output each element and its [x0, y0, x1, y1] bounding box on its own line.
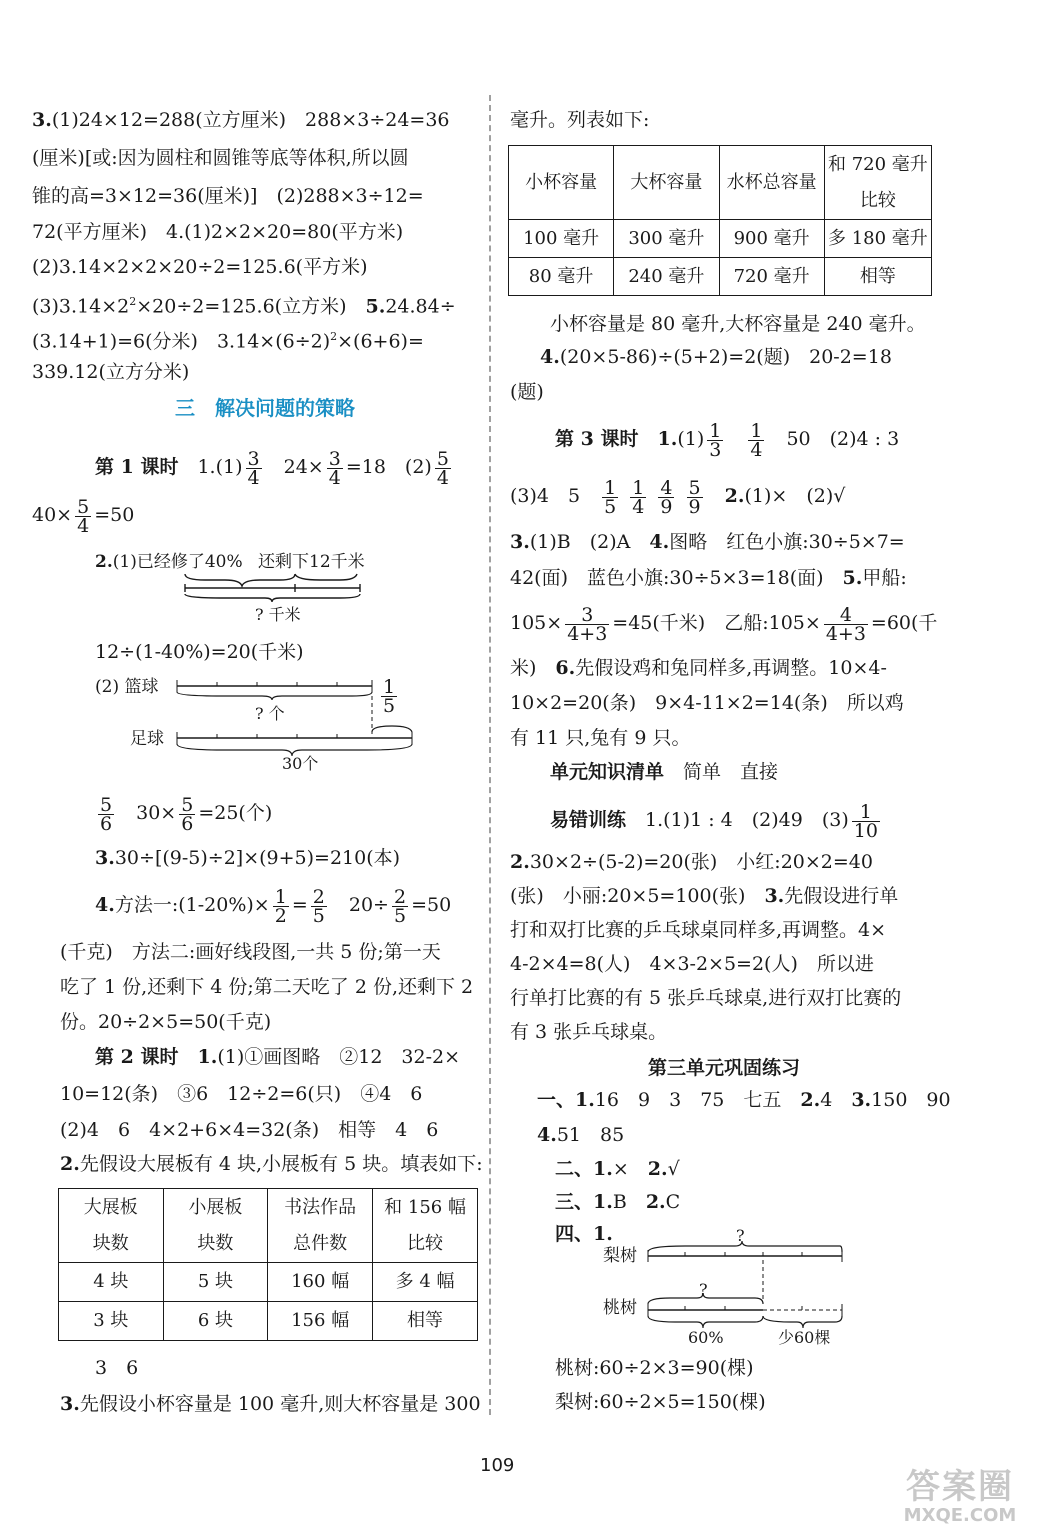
- line: 份。20÷2×5=50(千克): [60, 1011, 272, 1033]
- line: (千克) 方法二:画好线段图,一共 5 份;第一天: [60, 941, 441, 963]
- table-header: 和 156 幅 比较: [373, 1189, 478, 1263]
- line: 10×2=20(条) 9×4-11×2=14(条) 所以鸡: [510, 692, 904, 714]
- table-header: 大杯容量: [614, 146, 719, 220]
- table-row: 80 毫升 240 毫升 720 毫升 相等: [509, 258, 932, 296]
- line: 米) 6.先假设鸡和兔同样多,再调整。10×4-: [510, 657, 887, 679]
- fraction-one-fifth: $\frac{1}{5}$: [383, 676, 396, 717]
- line: 小杯容量是 80 毫升,大杯容量是 240 毫升。: [550, 313, 926, 335]
- unit-title: 第三单元巩固练习: [648, 1057, 801, 1079]
- line: (厘米)[或:因为圆柱和圆锥等底等体积,所以圆: [32, 147, 409, 169]
- unknown-count: ? 个: [255, 704, 285, 723]
- fraction: $\frac{5}{4}$: [436, 447, 449, 489]
- line: (题): [510, 381, 544, 403]
- line: 42(面) 蓝色小旗:30÷5×3=18(面) 5.甲船:: [510, 567, 907, 589]
- line: (3.14+1)=6(分米) $3.14\times(6\div 2)^2\times(6+6)=$: [32, 330, 424, 353]
- unit-summary: 单元知识清单 简单 直接: [550, 761, 779, 783]
- lesson-3-line: 第 3 课时 1.(1) $\frac{1}{3}$ $\frac{1}{4}$ 50 (2)4 : 3: [555, 419, 900, 461]
- lesson-1-line: 第 1 课时 1.(1) $\frac{3}{4}$ 24× $\frac{3}{4}$ =18 (2) $\frac{5}{4}$: [95, 447, 449, 489]
- pear-qmark: ?: [736, 1226, 745, 1245]
- peach-label: 桃树: [603, 1298, 637, 1318]
- lesson-3-line-2: (3)4 5 $\frac{1}{5}$ $\frac{1}{4}$ $\frac{4}{9}$ $\frac{5}{9}$ 2.(1)× (2)√: [510, 476, 846, 518]
- line: 3.(1)24×12=288(立方厘米) 288×3÷24=36: [32, 109, 450, 131]
- line: 毫升。列表如下:: [510, 109, 650, 131]
- q3-line: 3.30÷[(9-5)÷2]×(9+5)=210(本): [95, 847, 401, 869]
- line: 2.先假设大展板有 4 块,小展板有 5 块。填表如下:: [60, 1153, 483, 1175]
- fraction: $\frac{3}{4}$: [247, 447, 260, 489]
- line: 3.先假设小杯容量是 100 毫升,则大杯容量是 300: [60, 1393, 481, 1415]
- lesson-2-line: 第 2 课时 1.(1)①画图略 ②12 32-2×: [95, 1046, 461, 1068]
- q4-line: 4.方法一:(1-20%)× $\frac{1}{2}$ = $\frac{2}{5}$ 20÷ $\frac{2}{5}$ =50: [95, 885, 452, 927]
- table-header: 和 720 毫升 比较: [824, 146, 931, 220]
- table-header: 小展板 块数: [163, 1189, 268, 1263]
- line-segment-diagram-road: [180, 570, 380, 600]
- peach-qmark: ?: [699, 1280, 708, 1299]
- line: 梨树:60÷2×5=150(棵): [555, 1391, 766, 1413]
- line: 三、1.B 2.C: [555, 1191, 681, 1213]
- q2a-total: ? 千米: [255, 605, 301, 624]
- line: (2)4 6 4×2+6×4=32(条) 相等 4 6: [60, 1119, 439, 1141]
- fraction: $\frac{5}{4}$: [77, 495, 90, 537]
- after-table: 3 6: [95, 1357, 139, 1379]
- line: 3.(1)B (2)A 4.图略 红色小旗:30÷5×7=: [510, 531, 905, 553]
- table-row: 100 毫升 300 毫升 900 毫升 多 180 毫升: [509, 220, 932, 258]
- line: 桃树:60÷2×3=90(棵): [555, 1357, 754, 1379]
- less-60: 少60棵: [778, 1328, 831, 1347]
- q2a-rest: 还剩下12千米: [258, 552, 365, 572]
- fraction: $\frac{3}{4}$: [328, 447, 341, 489]
- table-display-boards: [58, 1188, 478, 1341]
- pct-60: 60%: [688, 1328, 724, 1347]
- section-title: 三 解决问题的策略: [175, 396, 355, 420]
- line-segment-diagram-trees: [645, 1238, 845, 1330]
- lesson-1-line-2: 40× $\frac{5}{4}$ =50: [32, 495, 135, 537]
- line: 行单打比赛的有 5 张乒乓球桌,进行双打比赛的: [510, 987, 902, 1009]
- column-divider: [489, 95, 491, 1415]
- line: 打和双打比赛的乒乓球桌同样多,再调整。4×: [510, 919, 887, 941]
- line: $(3)3.14\times 2^2\times 20\div 2=125.6$(立方米) 5.24.84÷: [32, 295, 456, 318]
- line: 一、1.16 9 3 75 七五 2.4 3.150 90: [537, 1089, 951, 1111]
- watermark-logo: 答案圈 MXQE.COM: [903, 1467, 1017, 1526]
- table-row: 3 块 6 块 156 幅 相等: [59, 1302, 478, 1341]
- line: 4.51 85: [537, 1124, 625, 1146]
- q2a-label: 2.(1)已经修了40%: [95, 552, 243, 572]
- q2b-answer: $\frac{5}{6}$ 30× $\frac{5}{6}$ =25(个): [100, 793, 273, 835]
- q2b-label: (2) 篮球: [95, 677, 159, 697]
- line: 4.(20×5-86)÷(5+2)=2(题) 20-2=18: [540, 346, 892, 368]
- table-row: 4 块 5 块 160 幅 多 4 幅: [59, 1263, 478, 1302]
- line: (张) 小丽:20×5=100(张) 3.先假设进行单: [510, 885, 899, 907]
- line: 二、1.× 2.√: [555, 1158, 680, 1180]
- line: 105× $\frac{3}{4+3}$ =45(千米) 乙船:105× $\frac{4}{4+3}$ =60(千: [510, 603, 938, 645]
- line: (2)3.14×2×2×20÷2=125.6(平方米): [32, 256, 368, 278]
- line: 四、1.: [555, 1223, 613, 1245]
- table-cup-capacity: [508, 145, 932, 296]
- line: 10=12(条) ③6 12÷2=6(只) ④4 6: [60, 1083, 423, 1105]
- line: 锥的高=3×12=36(厘米)] (2)288×3÷12=: [32, 185, 424, 207]
- table-header: 书法作品 总件数: [268, 1189, 373, 1263]
- pear-label: 梨树: [603, 1246, 637, 1266]
- line: 72(平方厘米) 4.(1)2×2×20=80(平方米): [32, 221, 404, 243]
- q2a-equation: 12÷(1-40%)=20(千米): [95, 641, 304, 663]
- table-header: 小杯容量: [509, 146, 614, 220]
- line: 有 3 张乒乓球桌。: [510, 1021, 668, 1043]
- line: 4-2×4=8(人) 4×3-2×5=2(人) 所以进: [510, 953, 874, 975]
- line: 339.12(立方分米): [32, 361, 190, 383]
- error-training: 易错训练 1.(1)1 : 4 (2)49 (3) $\frac{1}{10}$: [550, 800, 878, 842]
- football-label: 足球: [130, 729, 164, 749]
- page-number: 109: [480, 1455, 515, 1476]
- line: 吃了 1 份,还剩下 4 份;第二天吃了 2 份,还剩下 2: [60, 976, 474, 998]
- line: 有 11 只,兔有 9 只。: [510, 727, 691, 749]
- line: 2.30×2÷(5-2)=20(张) 小红:20×2=40: [510, 851, 873, 873]
- table-header: 大展板 块数: [59, 1189, 164, 1263]
- table-header: 水杯总容量: [719, 146, 824, 220]
- count-30: 30个: [282, 754, 319, 773]
